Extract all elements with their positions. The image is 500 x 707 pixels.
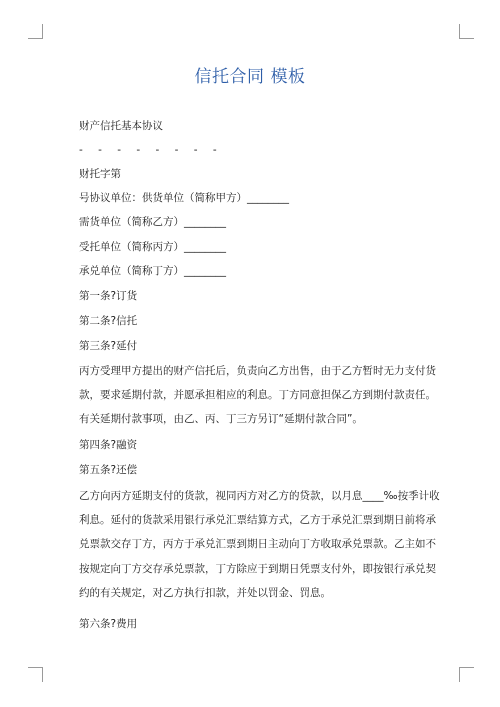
article-1-heading: 第一条?订货 bbox=[79, 290, 138, 302]
article-5-body: 乙方向丙方延期支付的货款，视同丙方对乙方的贷款，以月息____‰按季计收利息。延付的货款采用银行承兑汇票结算方式，乙方于承兑汇票到期日前将承兑票款交存丁方，丙方于承兑汇票到期日主动向丁方收取承兑票款。乙主如不按规定向丁方交存承兑票款，丁方除应于到期日凭票支付外，即按银行承兑契约的有关规定，对乙方执行扣款，并处以罚金、罚息。 bbox=[79, 490, 440, 599]
separator-line: - - - - - - - - bbox=[79, 144, 223, 156]
party-supplier: 号协议单位：供货单位（简称甲方）________ bbox=[79, 192, 289, 204]
document-heading: 财产信托基本协议 bbox=[79, 120, 163, 132]
doc-number-label: 财托字第 bbox=[79, 168, 121, 180]
party-acceptor: 承兑单位（简称丁方）________ bbox=[79, 265, 226, 277]
crop-mark-bottom-left bbox=[28, 667, 43, 682]
article-3-heading: 第三条?延付 bbox=[79, 340, 138, 352]
article-2-heading: 第二条?信托 bbox=[79, 315, 138, 327]
crop-mark-bottom-right bbox=[459, 667, 474, 682]
crop-mark-top-right bbox=[459, 24, 474, 39]
article-3-body: 丙方受理甲方提出的财产信托后，负责向乙方出售，由于乙方暂时无力支付货款，要求延期付款，并愿承担相应的利息。丁方同意担保乙方到期付款责任。有关延期付款事项，由乙、丙、丁三方另订“延期付款合同”。 bbox=[79, 365, 436, 426]
article-4-heading: 第四条?融资 bbox=[79, 439, 138, 451]
crop-mark-top-left bbox=[28, 24, 43, 39]
party-buyer: 需货单位（简称乙方）________ bbox=[79, 216, 226, 228]
article-5-heading: 第五条?还偿 bbox=[79, 464, 138, 476]
party-trustee: 受托单位（简称丙方）________ bbox=[79, 241, 226, 253]
document-title: 信托合同 模板 bbox=[194, 67, 306, 87]
article-6-heading: 第六条?费用 bbox=[79, 618, 138, 630]
